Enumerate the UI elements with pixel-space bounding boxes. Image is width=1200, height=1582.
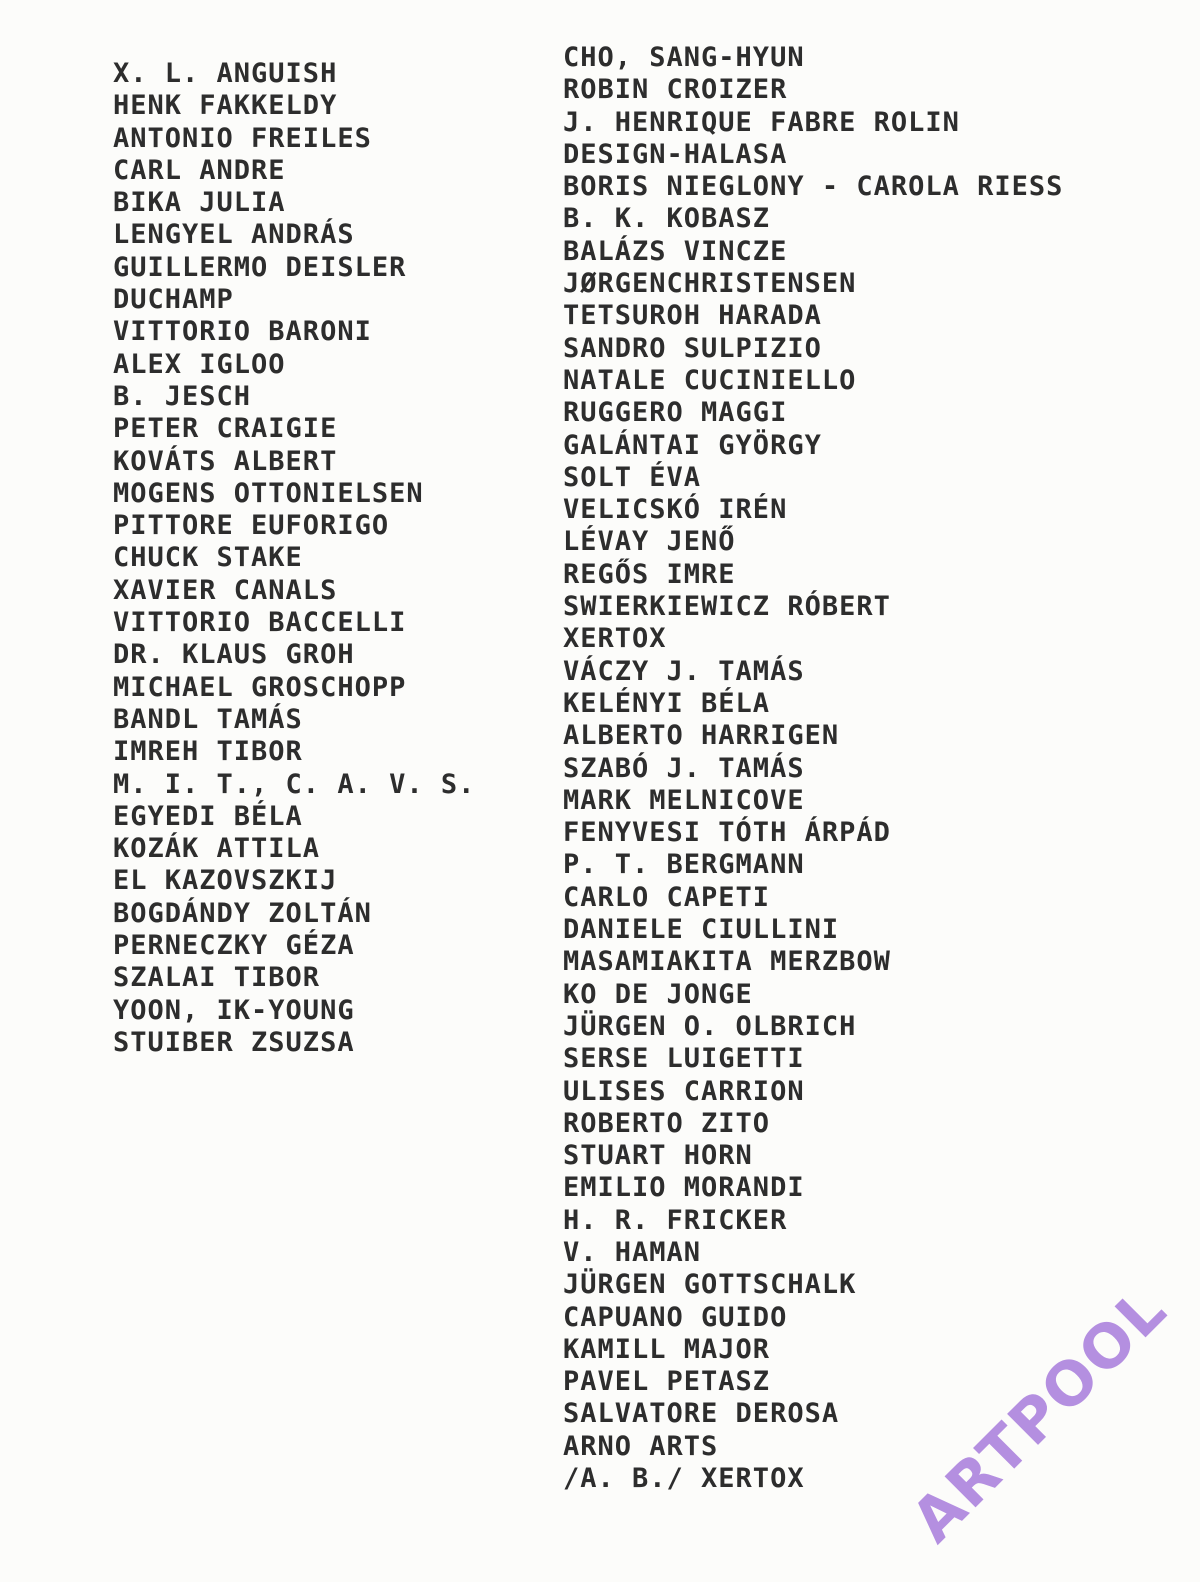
name-entry: DUCHAMP: [113, 284, 234, 316]
name-entry: VÁCZY J. TAMÁS: [563, 655, 805, 687]
name-entry: V. HAMAN: [563, 1236, 702, 1268]
name-entry: KOVÁTS ALBERT: [113, 445, 338, 477]
name-entry: SERSE LUIGETTI: [563, 1043, 805, 1075]
artpool-stamp: ARTPOOL: [898, 1273, 1181, 1557]
name-entry: HENK FAKKELDY: [113, 90, 338, 122]
name-entry: NATALE CUCINIELLO: [563, 364, 857, 396]
name-entry: SZABÓ J. TAMÁS: [563, 752, 805, 784]
name-entry: ANTONIO FREILES: [113, 122, 372, 154]
name-entry: VELICSKÓ IRÉN: [563, 494, 788, 526]
name-entry: MOGENS OTTONIELSEN: [113, 477, 424, 509]
name-entry: ROBIN CROIZER: [563, 74, 788, 106]
name-entry: H. R. FRICKER: [563, 1204, 788, 1236]
name-entry: ARNO ARTS: [563, 1430, 719, 1462]
name-entry: PERNECZKY GÉZA: [113, 930, 355, 962]
name-entry: DESIGN-HALASA: [563, 138, 788, 170]
name-entry: STUART HORN: [563, 1140, 753, 1172]
name-entry: PITTORE EUFORIGO: [113, 510, 390, 542]
name-entry: MASAMIAKITA MERZBOW: [563, 946, 891, 978]
name-entry: ULISES CARRION: [563, 1075, 805, 1107]
name-entry: RUGGERO MAGGI: [563, 397, 788, 429]
name-entry: MICHAEL GROSCHOPP: [113, 671, 407, 703]
name-entry: CARL ANDRE: [113, 154, 286, 186]
name-entry: MARK MELNICOVE: [563, 784, 805, 816]
name-entry: J. HENRIQUE FABRE ROLIN: [563, 106, 960, 138]
name-entry: BIKA JULIA: [113, 187, 286, 219]
name-entry: LENGYEL ANDRÁS: [113, 219, 355, 251]
name-entry: SOLT ÉVA: [563, 461, 702, 493]
name-entry: YOON, IK-YOUNG: [113, 994, 355, 1026]
name-entry: KO DE JONGE: [563, 978, 753, 1010]
name-entry: XERTOX: [563, 623, 667, 655]
name-entry: BORIS NIEGLONY - CAROLA RIESS: [563, 171, 1064, 203]
name-entry: KAMILL MAJOR: [563, 1333, 771, 1365]
name-entry: BALÁZS VINCZE: [563, 235, 788, 267]
name-entry: KELÉNYI BÉLA: [563, 687, 771, 719]
name-entry: IMREH TIBOR: [113, 736, 303, 768]
name-entry: SALVATORE DEROSA: [563, 1398, 840, 1430]
name-entry: REGŐS IMRE: [563, 558, 736, 590]
name-entry: B. K. KOBASZ: [563, 203, 771, 235]
name-entry: BANDL TAMÁS: [113, 703, 303, 735]
name-entry: TETSUROH HARADA: [563, 300, 822, 332]
name-entry: GALÁNTAI GYÖRGY: [563, 429, 822, 461]
name-entry: B. JESCH: [113, 380, 252, 412]
name-entry: JÜRGEN GOTTSCHALK: [563, 1269, 857, 1301]
name-entry: DR. KLAUS GROH: [113, 639, 355, 671]
name-entry: GUILLERMO DEISLER: [113, 251, 407, 283]
name-entry: /A. B./ XERTOX: [563, 1463, 805, 1495]
name-entry: JØRGENCHRISTENSEN: [563, 268, 857, 300]
name-entry: PAVEL PETASZ: [563, 1366, 771, 1398]
name-entry: X. L. ANGUISH: [113, 58, 338, 89]
name-entry: VITTORIO BACCELLI: [113, 607, 407, 639]
name-entry: FENYVESI TÓTH ÁRPÁD: [563, 817, 891, 849]
name-entry: LÉVAY JENŐ: [563, 526, 736, 558]
name-entry: STUIBER ZSUZSA: [113, 1026, 355, 1058]
name-entry: EL KAZOVSZKIJ: [113, 865, 338, 897]
name-entry: SWIERKIEWICZ RÓBERT: [563, 591, 891, 623]
name-entry: ALEX IGLOO: [113, 348, 286, 380]
name-entry: VITTORIO BARONI: [113, 316, 372, 348]
name-entry: EGYEDI BÉLA: [113, 800, 303, 832]
name-entry: PETER CRAIGIE: [113, 413, 338, 445]
name-entry: EMILIO MORANDI: [563, 1172, 805, 1204]
name-entry: CAPUANO GUIDO: [563, 1301, 788, 1333]
name-entry: M. I. T., C. A. V. S.: [113, 768, 476, 800]
name-entry: JÜRGEN O. OLBRICH: [563, 1010, 857, 1042]
right-name-column: [563, 42, 1063, 1495]
name-entry: CARLO CAPETI: [563, 881, 771, 913]
name-entry: XAVIER CANALS: [113, 574, 338, 606]
name-entry: KOZÁK ATTILA: [113, 833, 321, 865]
name-entry: ALBERTO HARRIGEN: [563, 720, 840, 752]
name-entry: SZALAI TIBOR: [113, 962, 321, 994]
name-entry: ROBERTO ZITO: [563, 1107, 771, 1139]
name-entry: CHUCK STAKE: [113, 542, 303, 574]
name-entry: P. T. BERGMANN: [563, 849, 805, 881]
name-entry: CHO, SANG-HYUN: [563, 42, 805, 73]
left-name-column: [113, 58, 475, 1059]
name-entry: SANDRO SULPIZIO: [563, 332, 822, 364]
name-entry: DANIELE CIULLINI: [563, 914, 840, 946]
name-entry: BOGDÁNDY ZOLTÁN: [113, 897, 372, 929]
